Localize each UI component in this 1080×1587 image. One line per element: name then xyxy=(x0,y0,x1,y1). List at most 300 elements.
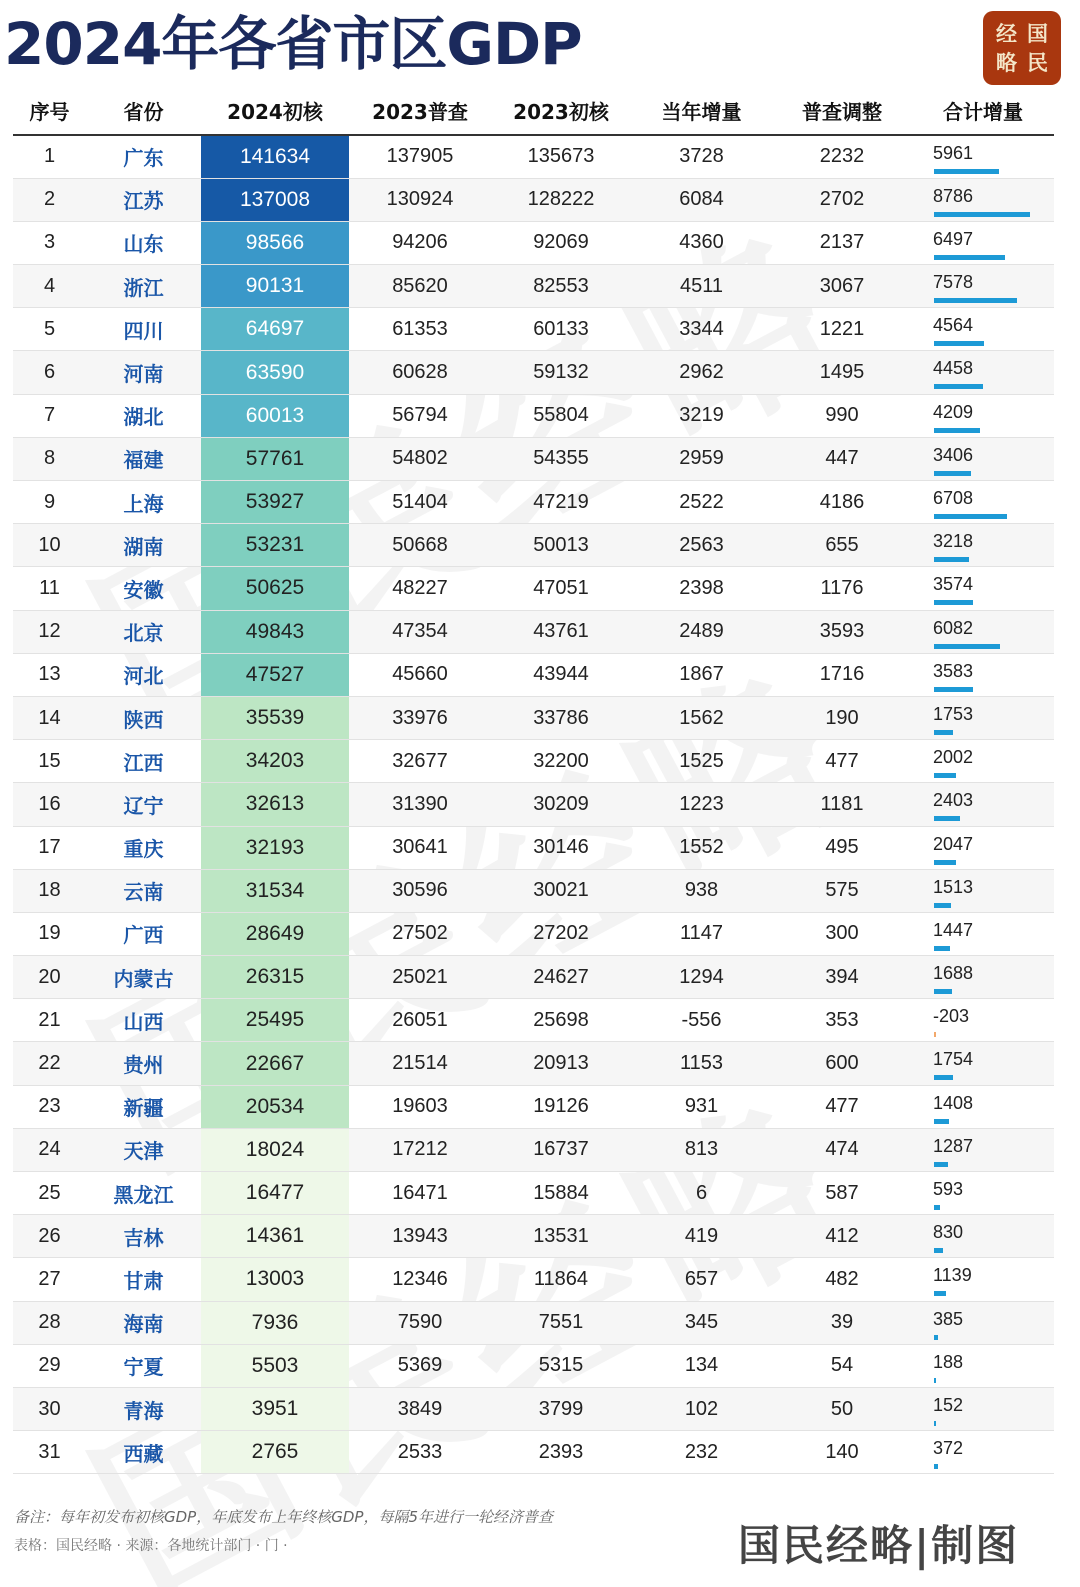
cell-province: 湖北 xyxy=(86,394,201,437)
cell-census-adjustment: 3593 xyxy=(772,610,912,653)
cell-2024-initial: 2765 xyxy=(201,1431,349,1474)
cell-province: 青海 xyxy=(86,1387,201,1430)
cell-census-adjustment: 1716 xyxy=(772,653,912,696)
cell-2023-census: 30641 xyxy=(349,826,491,869)
cell-2024-initial: 5503 xyxy=(201,1344,349,1387)
cell-province: 广东 xyxy=(86,135,201,178)
total-increase-bar xyxy=(934,384,983,389)
cell-2024-initial: 57761 xyxy=(201,437,349,480)
cell-province: 辽宁 xyxy=(86,783,201,826)
table-row xyxy=(13,265,1054,308)
total-increase-bar xyxy=(934,816,960,821)
total-increase-label: 1754 xyxy=(933,1049,974,1070)
cell-2023-initial: 60133 xyxy=(491,308,631,351)
total-increase-label: 152 xyxy=(933,1394,964,1415)
cell-2023-initial: 25698 xyxy=(491,999,631,1042)
cell-total-increase xyxy=(912,524,1054,567)
cell-province: 江苏 xyxy=(86,178,201,221)
cell-2023-initial: 30209 xyxy=(491,783,631,826)
cell-province: 重庆 xyxy=(86,826,201,869)
cell-rank: 7 xyxy=(13,394,86,437)
cell-rank: 28 xyxy=(13,1301,86,1344)
cell-total-increase xyxy=(912,999,1054,1042)
cell-province: 福建 xyxy=(86,437,201,480)
cell-2023-initial: 33786 xyxy=(491,696,631,739)
cell-province: 西藏 xyxy=(86,1431,201,1474)
cell-annual-increase: 813 xyxy=(631,1128,772,1171)
cell-province: 陕西 xyxy=(86,696,201,739)
page-title: 2024年各省市区GDP xyxy=(4,10,582,78)
cell-total-increase xyxy=(912,1042,1054,1085)
cell-annual-increase: 2398 xyxy=(631,567,772,610)
cell-province: 吉林 xyxy=(86,1215,201,1258)
cell-province: 海南 xyxy=(86,1301,201,1344)
total-increase-bar xyxy=(934,773,956,778)
cell-annual-increase: 345 xyxy=(631,1301,772,1344)
cell-annual-increase: 2522 xyxy=(631,481,772,524)
cell-2023-census: 21514 xyxy=(349,1042,491,1085)
cell-2024-initial: 34203 xyxy=(201,740,349,783)
cell-2024-initial: 32193 xyxy=(201,826,349,869)
cell-rank: 6 xyxy=(13,351,86,394)
cell-2023-initial: 24627 xyxy=(491,956,631,999)
cell-total-increase xyxy=(912,610,1054,653)
table-row xyxy=(13,308,1054,351)
cell-rank: 22 xyxy=(13,1042,86,1085)
cell-census-adjustment: 482 xyxy=(772,1258,912,1301)
total-increase-bar xyxy=(934,298,1017,303)
cell-annual-increase: 1153 xyxy=(631,1042,772,1085)
cell-province: 广西 xyxy=(86,912,201,955)
header-2024-initial: 2024初核 xyxy=(201,87,349,135)
brand-signature: 国民经略|制图 xyxy=(738,1521,1020,1570)
total-increase-label: 1139 xyxy=(933,1265,972,1286)
table-row xyxy=(13,1128,1054,1171)
total-increase-label: 2047 xyxy=(933,833,974,854)
cell-2024-initial: 13003 xyxy=(201,1258,349,1301)
cell-annual-increase: 1223 xyxy=(631,783,772,826)
table-row xyxy=(13,610,1054,653)
cell-census-adjustment: 655 xyxy=(772,524,912,567)
cell-province: 贵州 xyxy=(86,1042,201,1085)
cell-total-increase xyxy=(912,783,1054,826)
cell-total-increase xyxy=(912,912,1054,955)
cell-2024-initial: 137008 xyxy=(201,178,349,221)
cell-2023-initial: 135673 xyxy=(491,135,631,178)
cell-2024-initial: 90131 xyxy=(201,265,349,308)
total-increase-bar xyxy=(934,1162,948,1167)
cell-annual-increase: -556 xyxy=(631,999,772,1042)
total-increase-bar xyxy=(934,471,971,476)
cell-census-adjustment: 3067 xyxy=(772,265,912,308)
cell-census-adjustment: 2232 xyxy=(772,135,912,178)
cell-2023-census: 130924 xyxy=(349,178,491,221)
cell-2023-census: 54802 xyxy=(349,437,491,480)
total-increase-bar xyxy=(934,1421,936,1426)
cell-2023-census: 31390 xyxy=(349,783,491,826)
source-credit: 表格：国民经略 · 来源：各地统计部门 · 门 · xyxy=(14,1538,288,1554)
cell-2023-initial: 5315 xyxy=(491,1344,631,1387)
cell-total-increase xyxy=(912,696,1054,739)
cell-annual-increase: 102 xyxy=(631,1387,772,1430)
cell-province: 新疆 xyxy=(86,1085,201,1128)
cell-2024-initial: 26315 xyxy=(201,956,349,999)
total-increase-bar xyxy=(934,644,1000,649)
cell-rank: 10 xyxy=(13,524,86,567)
table-row xyxy=(13,1387,1054,1430)
cell-total-increase xyxy=(912,1085,1054,1128)
total-increase-bar xyxy=(934,212,1030,217)
cell-census-adjustment: 2137 xyxy=(772,221,912,264)
cell-total-increase xyxy=(912,1344,1054,1387)
header-2023-census: 2023普查 xyxy=(349,87,491,135)
cell-2024-initial: 47527 xyxy=(201,653,349,696)
cell-2023-initial: 27202 xyxy=(491,912,631,955)
cell-province: 山西 xyxy=(86,999,201,1042)
cell-2023-census: 94206 xyxy=(349,221,491,264)
cell-2023-initial: 7551 xyxy=(491,1301,631,1344)
cell-total-increase xyxy=(912,956,1054,999)
cell-province: 黑龙江 xyxy=(86,1172,201,1215)
cell-total-increase xyxy=(912,740,1054,783)
header-total-increase: 合计增量 xyxy=(912,87,1054,135)
logo-char: 略 xyxy=(996,50,1017,75)
cell-annual-increase: 134 xyxy=(631,1344,772,1387)
cell-annual-increase: 2962 xyxy=(631,351,772,394)
total-increase-label: -203 xyxy=(933,1006,970,1027)
cell-2023-census: 27502 xyxy=(349,912,491,955)
header-rank: 序号 xyxy=(13,87,86,135)
logo-char: 民 xyxy=(1027,50,1048,75)
total-increase-label: 3574 xyxy=(933,574,974,595)
table-row xyxy=(13,1258,1054,1301)
cell-rank: 23 xyxy=(13,1085,86,1128)
cell-rank: 4 xyxy=(13,265,86,308)
cell-2024-initial: 141634 xyxy=(201,135,349,178)
cell-2024-initial: 3951 xyxy=(201,1387,349,1430)
cell-rank: 12 xyxy=(13,610,86,653)
cell-province: 宁夏 xyxy=(86,1344,201,1387)
total-increase-label: 1513 xyxy=(933,876,974,897)
cell-census-adjustment: 1221 xyxy=(772,308,912,351)
total-increase-label: 1688 xyxy=(933,963,974,984)
cell-2023-census: 13943 xyxy=(349,1215,491,1258)
cell-2023-initial: 47051 xyxy=(491,567,631,610)
cell-census-adjustment: 477 xyxy=(772,1085,912,1128)
gdp-table xyxy=(13,87,1054,1474)
table-row xyxy=(13,567,1054,610)
total-increase-bar xyxy=(934,600,973,605)
cell-2024-initial: 20534 xyxy=(201,1085,349,1128)
total-increase-label: 1753 xyxy=(933,703,974,724)
table-row xyxy=(13,1172,1054,1215)
cell-2023-census: 137905 xyxy=(349,135,491,178)
cell-2023-initial: 55804 xyxy=(491,394,631,437)
cell-total-increase xyxy=(912,437,1054,480)
cell-2023-initial: 11864 xyxy=(491,1258,631,1301)
total-increase-label: 4564 xyxy=(933,315,974,336)
cell-total-increase xyxy=(912,826,1054,869)
cell-2023-census: 47354 xyxy=(349,610,491,653)
cell-census-adjustment: 495 xyxy=(772,826,912,869)
cell-2024-initial: 7936 xyxy=(201,1301,349,1344)
cell-2023-census: 48227 xyxy=(349,567,491,610)
cell-annual-increase: 2959 xyxy=(631,437,772,480)
cell-2023-census: 33976 xyxy=(349,696,491,739)
footnote: 备注：每年初发布初核GDP，年底发布上年终核GDP，每隔5年进行一轮经济普查 xyxy=(14,1508,553,1526)
total-increase-label: 5961 xyxy=(933,143,974,163)
total-increase-label: 1287 xyxy=(933,1135,974,1156)
total-increase-label: 7578 xyxy=(933,272,974,293)
total-increase-bar xyxy=(934,1291,946,1296)
cell-total-increase xyxy=(912,1172,1054,1215)
cell-province: 山东 xyxy=(86,221,201,264)
cell-2023-initial: 54355 xyxy=(491,437,631,480)
cell-total-increase xyxy=(912,394,1054,437)
cell-rank: 24 xyxy=(13,1128,86,1171)
cell-total-increase xyxy=(912,265,1054,308)
cell-province: 河南 xyxy=(86,351,201,394)
cell-rank: 3 xyxy=(13,221,86,264)
total-increase-bar xyxy=(934,730,953,735)
brand-logo xyxy=(983,11,1061,85)
cell-rank: 27 xyxy=(13,1258,86,1301)
cell-rank: 1 xyxy=(13,135,86,178)
cell-2023-initial: 13531 xyxy=(491,1215,631,1258)
cell-annual-increase: 657 xyxy=(631,1258,772,1301)
total-increase-label: 4458 xyxy=(933,358,974,379)
header-province: 省份 xyxy=(86,87,201,135)
cell-province: 北京 xyxy=(86,610,201,653)
cell-rank: 14 xyxy=(13,696,86,739)
cell-annual-increase: 4511 xyxy=(631,265,772,308)
table-row xyxy=(13,1301,1054,1344)
cell-province: 上海 xyxy=(86,481,201,524)
cell-total-increase xyxy=(912,1301,1054,1344)
total-increase-label: 8786 xyxy=(933,185,974,206)
table-row xyxy=(13,783,1054,826)
total-increase-label: 6497 xyxy=(933,228,974,249)
cell-rank: 17 xyxy=(13,826,86,869)
logo-char: 国 xyxy=(1027,21,1048,46)
cell-census-adjustment: 1181 xyxy=(772,783,912,826)
cell-annual-increase: 2489 xyxy=(631,610,772,653)
cell-2024-initial: 53231 xyxy=(201,524,349,567)
cell-2023-initial: 43944 xyxy=(491,653,631,696)
cell-2023-initial: 3799 xyxy=(491,1387,631,1430)
total-increase-bar xyxy=(934,860,956,865)
cell-2023-census: 26051 xyxy=(349,999,491,1042)
table-row xyxy=(13,394,1054,437)
total-increase-label: 593 xyxy=(933,1179,964,1199)
cell-2024-initial: 50625 xyxy=(201,567,349,610)
cell-rank: 13 xyxy=(13,653,86,696)
total-increase-bar xyxy=(934,428,980,433)
table-row xyxy=(13,956,1054,999)
table-body xyxy=(13,135,1054,1474)
cell-rank: 19 xyxy=(13,912,86,955)
total-increase-bar xyxy=(934,1464,938,1469)
cell-annual-increase: 3219 xyxy=(631,394,772,437)
cell-2023-initial: 2393 xyxy=(491,1431,631,1474)
table-row xyxy=(13,740,1054,783)
total-increase-bar xyxy=(934,341,984,346)
cell-2024-initial: 25495 xyxy=(201,999,349,1042)
cell-annual-increase: 1562 xyxy=(631,696,772,739)
cell-2023-census: 50668 xyxy=(349,524,491,567)
cell-annual-increase: 1525 xyxy=(631,740,772,783)
cell-census-adjustment: 39 xyxy=(772,1301,912,1344)
cell-2023-initial: 92069 xyxy=(491,221,631,264)
cell-2024-initial: 14361 xyxy=(201,1215,349,1258)
cell-census-adjustment: 50 xyxy=(772,1387,912,1430)
cell-2023-initial: 16737 xyxy=(491,1128,631,1171)
table-row xyxy=(13,178,1054,221)
cell-census-adjustment: 587 xyxy=(772,1172,912,1215)
cell-2024-initial: 60013 xyxy=(201,394,349,437)
cell-2023-census: 25021 xyxy=(349,956,491,999)
cell-2023-census: 30596 xyxy=(349,869,491,912)
cell-2023-initial: 15884 xyxy=(491,1172,631,1215)
cell-annual-increase: 3728 xyxy=(631,135,772,178)
cell-2024-initial: 28649 xyxy=(201,912,349,955)
cell-2023-initial: 32200 xyxy=(491,740,631,783)
total-increase-bar xyxy=(934,557,969,562)
cell-2023-census: 56794 xyxy=(349,394,491,437)
cell-census-adjustment: 4186 xyxy=(772,481,912,524)
cell-total-increase xyxy=(912,1215,1054,1258)
cell-total-increase xyxy=(912,351,1054,394)
cell-2023-initial: 128222 xyxy=(491,178,631,221)
total-increase-label: 188 xyxy=(933,1351,964,1372)
total-increase-label: 385 xyxy=(933,1308,964,1329)
total-increase-bar xyxy=(934,1205,940,1210)
cell-rank: 16 xyxy=(13,783,86,826)
cell-rank: 8 xyxy=(13,437,86,480)
cell-rank: 25 xyxy=(13,1172,86,1215)
cell-total-increase xyxy=(912,1258,1054,1301)
cell-annual-increase: 1294 xyxy=(631,956,772,999)
table-row xyxy=(13,696,1054,739)
cell-2023-initial: 19126 xyxy=(491,1085,631,1128)
cell-census-adjustment: 447 xyxy=(772,437,912,480)
total-increase-bar xyxy=(934,1032,936,1037)
cell-annual-increase: 2563 xyxy=(631,524,772,567)
cell-total-increase xyxy=(912,481,1054,524)
table-row xyxy=(13,1085,1054,1128)
cell-2023-census: 12346 xyxy=(349,1258,491,1301)
table-row xyxy=(13,999,1054,1042)
cell-2023-census: 2533 xyxy=(349,1431,491,1474)
total-increase-label: 3406 xyxy=(933,444,974,465)
cell-province: 四川 xyxy=(86,308,201,351)
cell-2023-census: 3849 xyxy=(349,1387,491,1430)
total-increase-label: 2002 xyxy=(933,747,974,768)
cell-province: 天津 xyxy=(86,1128,201,1171)
cell-annual-increase: 4360 xyxy=(631,221,772,264)
cell-total-increase xyxy=(912,308,1054,351)
cell-rank: 15 xyxy=(13,740,86,783)
cell-total-increase xyxy=(912,1387,1054,1430)
total-increase-bar xyxy=(934,989,952,994)
cell-census-adjustment: 300 xyxy=(772,912,912,955)
cell-total-increase xyxy=(912,567,1054,610)
total-increase-bar xyxy=(934,1248,943,1253)
cell-2023-initial: 20913 xyxy=(491,1042,631,1085)
cell-province: 河北 xyxy=(86,653,201,696)
cell-province: 江西 xyxy=(86,740,201,783)
cell-total-increase xyxy=(912,135,1054,178)
cell-2024-initial: 35539 xyxy=(201,696,349,739)
total-increase-label: 3583 xyxy=(933,660,974,681)
header-2023-initial: 2023初核 xyxy=(491,87,631,135)
total-increase-label: 1408 xyxy=(933,1092,974,1113)
table-row xyxy=(13,912,1054,955)
cell-rank: 30 xyxy=(13,1387,86,1430)
cell-2024-initial: 18024 xyxy=(201,1128,349,1171)
cell-annual-increase: 1147 xyxy=(631,912,772,955)
cell-annual-increase: 931 xyxy=(631,1085,772,1128)
header-annual-increase: 当年增量 xyxy=(631,87,772,135)
cell-2023-initial: 43761 xyxy=(491,610,631,653)
total-increase-bar xyxy=(934,903,951,908)
total-increase-label: 4209 xyxy=(933,401,974,422)
cell-2023-census: 5369 xyxy=(349,1344,491,1387)
total-increase-bar xyxy=(934,1075,953,1080)
cell-total-increase xyxy=(912,653,1054,696)
cell-annual-increase: 6 xyxy=(631,1172,772,1215)
cell-census-adjustment: 990 xyxy=(772,394,912,437)
total-increase-bar xyxy=(934,1378,936,1383)
table-row xyxy=(13,437,1054,480)
table-row xyxy=(13,1042,1054,1085)
cell-rank: 26 xyxy=(13,1215,86,1258)
cell-2023-census: 85620 xyxy=(349,265,491,308)
cell-2023-initial: 30021 xyxy=(491,869,631,912)
table-row xyxy=(13,1215,1054,1258)
cell-annual-increase: 232 xyxy=(631,1431,772,1474)
table-header-row xyxy=(13,87,1054,135)
cell-2023-census: 7590 xyxy=(349,1301,491,1344)
cell-census-adjustment: 477 xyxy=(772,740,912,783)
cell-rank: 20 xyxy=(13,956,86,999)
cell-total-increase xyxy=(912,1128,1054,1171)
cell-total-increase xyxy=(912,1431,1054,1474)
cell-province: 甘肃 xyxy=(86,1258,201,1301)
cell-province: 内蒙古 xyxy=(86,956,201,999)
total-increase-bar xyxy=(934,1335,938,1340)
cell-2023-initial: 50013 xyxy=(491,524,631,567)
cell-annual-increase: 419 xyxy=(631,1215,772,1258)
cell-2023-census: 17212 xyxy=(349,1128,491,1171)
cell-census-adjustment: 1495 xyxy=(772,351,912,394)
cell-2024-initial: 22667 xyxy=(201,1042,349,1085)
cell-annual-increase: 1552 xyxy=(631,826,772,869)
cell-census-adjustment: 575 xyxy=(772,869,912,912)
cell-rank: 9 xyxy=(13,481,86,524)
table-row xyxy=(13,653,1054,696)
cell-2023-census: 32677 xyxy=(349,740,491,783)
cell-2023-initial: 47219 xyxy=(491,481,631,524)
total-increase-label: 2403 xyxy=(933,790,974,811)
total-increase-label: 3218 xyxy=(933,531,974,552)
cell-2024-initial: 31534 xyxy=(201,869,349,912)
cell-rank: 21 xyxy=(13,999,86,1042)
table-row xyxy=(13,135,1054,178)
total-increase-bar xyxy=(934,687,973,692)
cell-annual-increase: 1867 xyxy=(631,653,772,696)
cell-2024-initial: 49843 xyxy=(201,610,349,653)
